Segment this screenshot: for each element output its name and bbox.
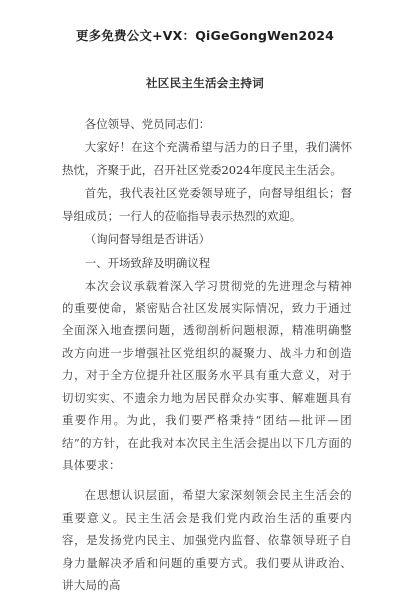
paragraph-thinking: 在思想认识层面，希望大家深刻领会民主生活会的重要意义。民主生活会是我们党内政治生活的重要内容，是发扬党内民主、加强党内监督、依靠领导班子自身力量解决矛盾和问题的重要方式。我们要从讲政治、讲大局的高	[62, 488, 352, 592]
section-heading: 一、开场致辞及明确议程	[84, 255, 211, 270]
greeting: 各位领导、党员同志们：	[84, 117, 211, 131]
paragraph-welcome: 首先，我代表社区党委领导班子，向督导组组长；督导组成员；一行人的莅临指导表示热烈的欢迎。	[62, 186, 352, 224]
paragraph-requirements: 本次会议承载着深入学习贯彻党的先进理念与精神的重要使命，紧密贴合社区发展实际情况，致力于通过全面深入地查摆问题，透彻剖析问题根源，精准明确整改方向进一步增强社区党组织的凝聚力、战斗力和创造力，对于全方位提升社区服务水平具有重大意义，对于切切实实、不遗余力地为居民群众办实事、解难题具有重要作用。为此，我们要严格秉持“团结—批评—团结”的方针，在此我对本次民主生活会提出以下几方面的具体要求：	[62, 278, 352, 472]
promo-header: 更多免费公文+VX：QiGeGongWen2024	[75, 28, 335, 43]
document-title: 社区民主生活会主持词	[146, 76, 264, 90]
document-body	[62, 113, 352, 596]
paragraph-opening: 大家好！在这个充满希望与活力的日子里，我们满怀热忱，齐聚于此，召开社区党委2024年度民主生活会。	[62, 140, 352, 178]
stage-note: （询问督导组是否讲话）	[84, 232, 211, 247]
paragraph-gap	[62, 476, 352, 484]
